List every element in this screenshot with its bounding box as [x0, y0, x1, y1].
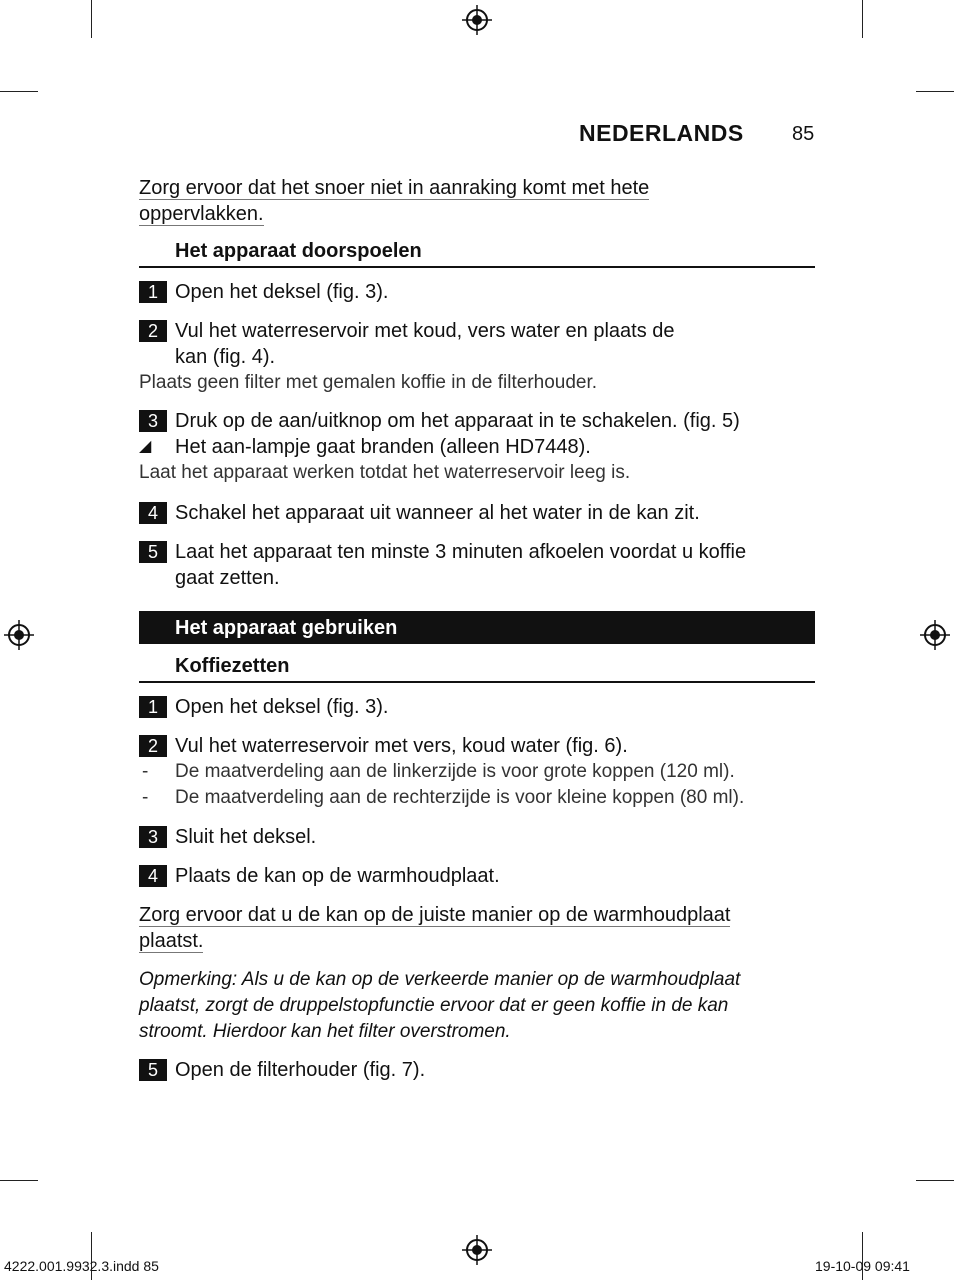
crop-mark [862, 0, 863, 38]
step-number: 3 [139, 826, 167, 848]
step-text: Open het deksel (fig. 3). [175, 281, 389, 303]
bullet-dash: - [142, 787, 149, 808]
step-text: Open de filterhouder (fig. 7). [175, 1059, 426, 1081]
section-divider [139, 266, 815, 268]
step-note: Laat het apparaat werken totdat het waterreservoir leeg is. [139, 462, 631, 483]
section-divider [139, 681, 815, 683]
step-number: 2 [139, 735, 167, 757]
footer-datetime: 19-10-09 09:41 [815, 1258, 910, 1274]
step-text: Vul het waterreservoir met koud, vers water en plaats de [175, 320, 675, 342]
step-number: 4 [139, 865, 167, 887]
bullet-text: De maatverdeling aan de rechterzijde is voor kleine koppen (80 ml). [175, 787, 745, 808]
step-number: 5 [139, 1059, 167, 1081]
registration-mark-icon [4, 620, 34, 650]
registration-mark-icon [920, 620, 950, 650]
registration-mark-icon [462, 5, 492, 35]
subsection-title: Koffiezetten [175, 655, 290, 677]
step-number: 4 [139, 502, 167, 524]
remark-line: stroomt. Hierdoor kan het filter overstromen. [139, 1021, 511, 1042]
step-result: Het aan-lampje gaat branden (alleen HD7448). [175, 436, 591, 458]
step-text: gaat zetten. [175, 567, 280, 589]
result-arrow-icon: ◢ [139, 438, 152, 455]
step-number: 3 [139, 410, 167, 432]
crop-mark [916, 1180, 954, 1181]
step-text: Plaats de kan op de warmhoudplaat. [175, 865, 500, 887]
step-text: Schakel het apparaat uit wanneer al het water in de kan zit. [175, 502, 700, 524]
crop-mark [916, 91, 954, 92]
warning-line: plaatst. [139, 930, 204, 952]
step-text: Druk op de aan/uitknop om het apparaat in te schakelen. (fig. 5) [175, 410, 740, 432]
step-number: 1 [139, 696, 167, 718]
crop-mark [0, 1180, 38, 1181]
warning-line: oppervlakken. [139, 203, 264, 225]
step-text: Vul het waterreservoir met vers, koud water (fig. 6). [175, 735, 628, 757]
page-number: 85 [792, 123, 815, 145]
step-note: Plaats geen filter met gemalen koffie in de filterhouder. [139, 372, 598, 393]
section-title: Het apparaat gebruiken [175, 617, 398, 639]
step-text: Sluit het deksel. [175, 826, 317, 848]
crop-mark [0, 91, 38, 92]
step-number: 5 [139, 541, 167, 563]
step-number: 1 [139, 281, 167, 303]
step-number: 2 [139, 320, 167, 342]
footer-file: 4222.001.9932.3.indd 85 [4, 1258, 159, 1274]
bullet-dash: - [142, 761, 149, 782]
step-text: Open het deksel (fig. 3). [175, 696, 389, 718]
language-heading: NEDERLANDS [579, 120, 744, 146]
crop-mark [91, 0, 92, 38]
warning-line: Zorg ervoor dat u de kan op de juiste manier op de warmhoudplaat [139, 904, 731, 926]
bullet-text: De maatverdeling aan de linkerzijde is voor grote koppen (120 ml). [175, 761, 735, 782]
remark-line: plaatst, zorgt de druppelstopfunctie ervoor dat er geen koffie in de kan [139, 995, 729, 1016]
step-text: Laat het apparaat ten minste 3 minuten afkoelen voordat u koffie [175, 541, 747, 563]
warning-line: Zorg ervoor dat het snoer niet in aanraking komt met hete [139, 177, 650, 199]
registration-mark-icon [462, 1235, 492, 1265]
remark-line: Opmerking: Als u de kan op de verkeerde manier op de warmhoudplaat [139, 969, 741, 990]
step-text: kan (fig. 4). [175, 346, 276, 368]
section-title: Het apparaat doorspoelen [175, 240, 422, 262]
